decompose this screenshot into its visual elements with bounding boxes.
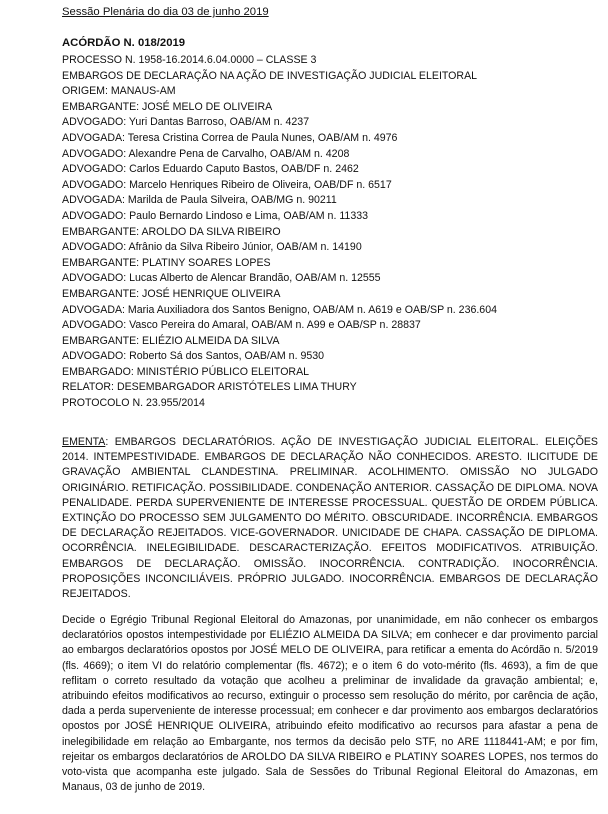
session-heading: Sessão Plenária do dia 03 de junho 2019 xyxy=(62,6,269,18)
case-header-line: ADVOGADO: Vasco Pereira do Amaral, OAB/AM n. A99 e OAB/SP n. 28837 xyxy=(62,319,421,332)
case-header-line: ADVOGADA: Teresa Cristina Correa de Paula Nunes, OAB/AM n. 4976 xyxy=(62,131,398,144)
case-header-line: PROTOCOLO N. 23.955/2014 xyxy=(62,397,205,410)
case-header-line: ADVOGADO: Marcelo Henriques Ribeiro de Oliveira, OAB/DF n. 6517 xyxy=(62,178,392,191)
case-header-line: ADVOGADO: Lucas Alberto de Alencar Brandão, OAB/AM n. 12555 xyxy=(62,272,381,285)
case-header-line: EMBARGANTE: JOSÉ HENRIQUE OLIVEIRA xyxy=(62,287,281,300)
ementa-text: : EMBARGOS DECLARATÓRIOS. AÇÃO DE INVESTIGAÇÃO JUDICIAL ELEITORAL. ELEIÇÕES 2014. INTEMPESTIVIDADE. EMBARGOS DE DECLARAÇÃO NÃO CONHECIDOS. ARESTO. ILICITUDE DE GRAVAÇÃO AMBIENTAL CLANDESTINA. PRELIMINAR. ACOLHIMENTO. OMISSÃO NO JULGADO ORIGINÁRIO. RETIFICAÇÃO. POSSIBILIDADE. CONDENAÇÃO ANTERIOR. CASSAÇÃO DE DIPLOMA. NOVA PENALIDADE. PERDA SUPERVENIENTE DE INTERESSE PROCESSUAL. QUESTÃO DE ORDEM PÚBLICA. EXTINÇÃO DO PROCESSO SEM JULGAMENTO DO MÉRITO. OBSCURIDADE. INCORRÊNCIA. EMBARGOS DE DECLARAÇÃO REJEITADOS. VICE-GOVERNADOR. UNICIDADE DE CHAPA. CASSAÇÃO DE DIPLOMA. OCORRÊNCIA. INELEGIBILIDADE. DESCARACTERIZAÇÃO. EFEITOS MODIFICATIVOS. ATRIBUIÇÃO. EMBARGOS DE DECLARAÇÃO. OMISSÃO. INOCORRÊNCIA. CONTRADIÇÃO. INOCORRÊNCIA. PROPOSIÇÕES INCONCILIÁVEIS. PRÓPRIO JULGADO. INOCORRÊNCIA. EMBARGOS DE DECLARAÇÃO REJEITADOS. xyxy=(62,436,598,601)
ementa-label: EMENTA xyxy=(62,436,106,448)
case-header xyxy=(62,53,598,412)
acordao-title: ACÓRDÃO N. 018/2019 xyxy=(62,37,186,49)
ementa-paragraph xyxy=(62,435,598,602)
case-header-line: ORIGEM: MANAUS-AM xyxy=(62,85,176,98)
case-header-line: EMBARGANTE: PLATINY SOARES LOPES xyxy=(62,256,271,269)
case-header-line: EMBARGADO: MINISTÉRIO PÚBLICO ELEITORAL xyxy=(62,365,310,378)
decision-paragraph: Decide o Egrégio Tribunal Regional Eleitoral do Amazonas, por unanimidade, em não conhecer os embargos declaratórios opostos intempestividade por ELIÉZIO ALMEIDA DA SILVA; em conhecer e dar provimento parcial ao embargos declaratórios opostos por JOSÉ MELO DE OLIVEIRA, para retificar a ementa do Acórdão n. 5/2019 (fls. 4669); o item VI do relatório complementar (fls. 4672); e o item 6 do voto-mérito (fls. 4693), a fim de que reflitam o correto resultado da votação que acolheu a preliminar de invalidade da gravação ambiental; e, atribuindo efeitos modificativos ao recurso, extinguir o processo sem resolução do mérito, por carência de ação, dada a perda superveniente de interesse processual; em conhecer e dar provimento aos embargos declaratórios opostos por JOSÉ HENRIQUE OLIVEIRA, atribuindo efeito modificativo ao recursos para afastar a pena de inelegibilidade em relação ao Embargante, nos termos da decisão pelo STF, no ARE 1118441-AM; e por fim, rejeitar os embargos declaratórios de AROLDO DA SILVA RIBEIRO e PLATINY SOARES LOPES, nos termos do voto-vista que acompanha este julgado. Sala de Sessões do Tribunal Regional Eleitoral do Amazonas, em Manaus, 03 de junho de 2019. xyxy=(62,614,598,794)
case-header-line: ADVOGADO: Alexandre Pena de Carvalho, OAB/AM n. 4208 xyxy=(62,147,350,160)
case-header-line: PROCESSO N. 1958-16.2014.6.04.0000 – CLASSE 3 xyxy=(62,54,317,66)
case-header-line: EMBARGOS DE DECLARAÇÃO NA AÇÃO DE INVESTIGAÇÃO JUDICIAL ELEITORAL xyxy=(62,69,478,82)
case-header-line: ADVOGADO: Yuri Dantas Barroso, OAB/AM n. 4237 xyxy=(62,116,310,129)
case-header-line: ADVOGADO: Carlos Eduardo Caputo Bastos, OAB/DF n. 2462 xyxy=(62,163,359,176)
case-header-line: ADVOGADA: Marilda de Paula Silveira, OAB/MG n. 90211 xyxy=(62,194,337,207)
case-header-line: EMBARGANTE: JOSÉ MELO DE OLIVEIRA xyxy=(62,100,273,113)
case-header-line: EMBARGANTE: AROLDO DA SILVA RIBEIRO xyxy=(62,225,281,238)
case-header-line: ADVOGADA: Maria Auxiliadora dos Santos Benigno, OAB/AM n. A619 e OAB/SP n. 236.604 xyxy=(62,303,497,316)
case-header-line: RELATOR: DESEMBARGADOR ARISTÓTELES LIMA THURY xyxy=(62,381,357,394)
case-header-line: EMBARGANTE: ELIÉZIO ALMEIDA DA SILVA xyxy=(62,334,280,347)
case-header-line: ADVOGADO: Roberto Sá dos Santos, OAB/AM n. 9530 xyxy=(62,350,325,363)
case-header-line: ADVOGADO: Afrânio da Silva Ribeiro Júnior, OAB/AM n. 14190 xyxy=(62,241,362,254)
case-header-line: ADVOGADO: Paulo Bernardo Lindoso e Lima, OAB/AM n. 11333 xyxy=(62,209,369,222)
